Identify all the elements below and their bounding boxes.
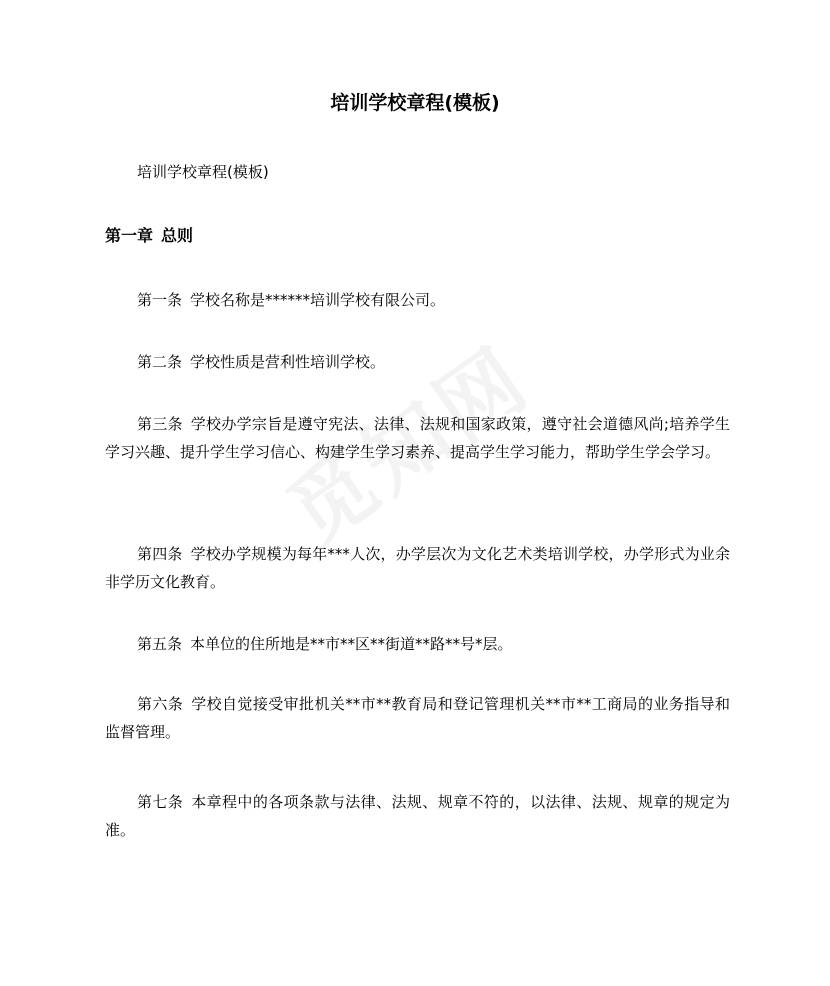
article-text: 学校办学宗旨是遵守宪法、法律、法规和国家政策，遵守社会道德风尚;培养学生学习兴趣、提升学生学习信心、构建学生学习素养、提高学生学习能力，帮助学生学会学习。 (105, 415, 730, 461)
article-number: 第七条 (137, 793, 184, 811)
article-text: 学校性质是营利性培训学校。 (190, 353, 386, 371)
chapter-number: 第一章 (105, 226, 154, 245)
article-text: 本单位的住所地是**市**区**街道**路**号*层。 (190, 635, 513, 653)
chapter-name: 总则 (161, 226, 194, 245)
article-2 (105, 348, 730, 376)
article-6 (105, 690, 730, 746)
article-number: 第六条 (137, 695, 184, 713)
article-number: 第二条 (137, 353, 183, 371)
article-7 (105, 788, 730, 844)
article-number: 第一条 (137, 291, 183, 309)
article-number: 第三条 (137, 415, 183, 433)
article-number: 第五条 (137, 635, 183, 653)
article-text: 学校名称是******培训学校有限公司。 (190, 291, 446, 309)
article-5 (105, 630, 730, 658)
article-3 (105, 410, 730, 466)
document-subtitle: 培训学校章程(模板) (137, 163, 269, 181)
document-title: 培训学校章程(模板) (330, 92, 500, 114)
article-number: 第四条 (137, 545, 183, 563)
article-1 (105, 286, 730, 314)
article-text: 本章程中的各项条款与法律、法规、规章不符的，以法律、法规、规章的规定为准。 (105, 793, 730, 839)
chapter-heading (105, 222, 193, 250)
article-text: 学校办学规模为每年***人次，办学层次为文化艺术类培训学校，办学形式为业余非学历文化教育。 (105, 545, 730, 591)
article-4 (105, 540, 730, 596)
article-text: 学校自觉接受审批机关**市**教育局和登记管理机关**市**工商局的业务指导和监督管理。 (105, 695, 730, 741)
